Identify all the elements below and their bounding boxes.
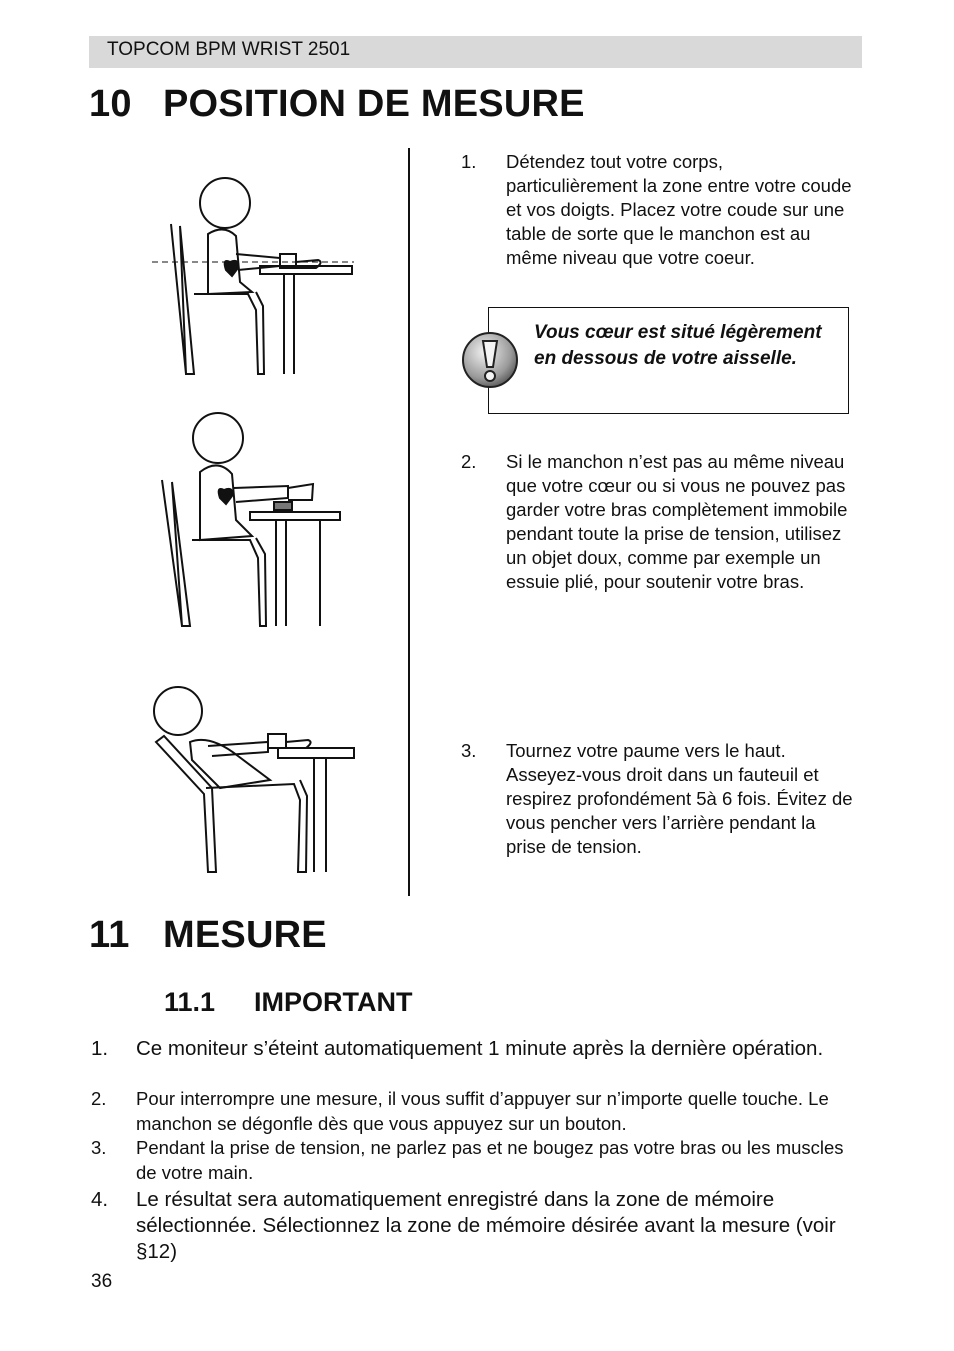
important-item-3-number: 3. [91, 1137, 107, 1158]
section-11-number: 11 [89, 914, 130, 956]
page-number: 36 [91, 1271, 113, 1292]
important-item-2-text: Pour interrompre une mesure, il vous suffit d’appuyer sur n’importe quelle touche. Le manchon se dégonfle dès que vous appuyez sur un bouton. [136, 1088, 829, 1134]
important-item-1-text: Ce moniteur s’éteint automatiquement 1 minute après la dernière opération. [136, 1037, 824, 1060]
running-header [89, 36, 862, 68]
section-10-heading [89, 83, 585, 126]
important-item-2-number: 2. [91, 1088, 107, 1109]
column-divider [408, 148, 410, 896]
header-title: TOPCOM BPM WRIST 2501 [107, 39, 351, 60]
seated-arm-on-table-figure [148, 174, 358, 379]
subsection-11-1-heading [164, 987, 412, 1018]
step-1-text: Détendez tout votre corps, particulièrement la zone entre votre coude et vos doigts. Placez votre coude sur une table de sorte que le manchon est au même niveau que votre coeur. [506, 151, 852, 268]
step-3-text: Tournez votre paume vers le haut. Asseyez-vous droit dans un fauteuil et respirez profondément 5à 6 fois. Évitez de vous pencher vers l’arrière pendant la prise de tension. [506, 740, 853, 857]
important-item-4-number: 4. [91, 1188, 109, 1211]
step-3-number: 3. [461, 740, 477, 761]
step-1-number: 1. [461, 151, 477, 172]
section-10-title: POSITION DE MESURE [163, 83, 585, 125]
seated-arm-supported-figure [148, 408, 348, 633]
section-11-title: MESURE [163, 914, 327, 956]
step-2-number: 2. [461, 451, 477, 472]
subsection-title: IMPORTANT [254, 987, 413, 1017]
section-11-heading [89, 914, 327, 957]
reclined-seated-figure [150, 684, 360, 879]
important-item-1-number: 1. [91, 1037, 109, 1060]
note-text: Vous cœur est situé légèrement en dessous de votre aisselle. [534, 322, 822, 369]
important-item-4-text: Le résultat sera automatiquement enregistré dans la zone de mémoire sélectionnée. Sélectionnez la zone de mémoire désirée avant la mesure (voir §12) [136, 1188, 836, 1263]
exclamation-icon [461, 331, 519, 389]
section-10-number: 10 [89, 83, 132, 125]
important-item-3-text: Pendant la prise de tension, ne parlez pas et ne bougez pas votre bras ou les muscles de votre main. [136, 1137, 844, 1183]
subsection-number: 11.1 [164, 987, 216, 1017]
step-2-text: Si le manchon n’est pas au même niveau que votre cœur ou si vous ne pouvez pas garder votre bras complètement immobile pendant toute la prise de tension, utilisez un objet doux, comme par exemple un essuie plié, pour soutenir votre bras. [506, 451, 848, 592]
